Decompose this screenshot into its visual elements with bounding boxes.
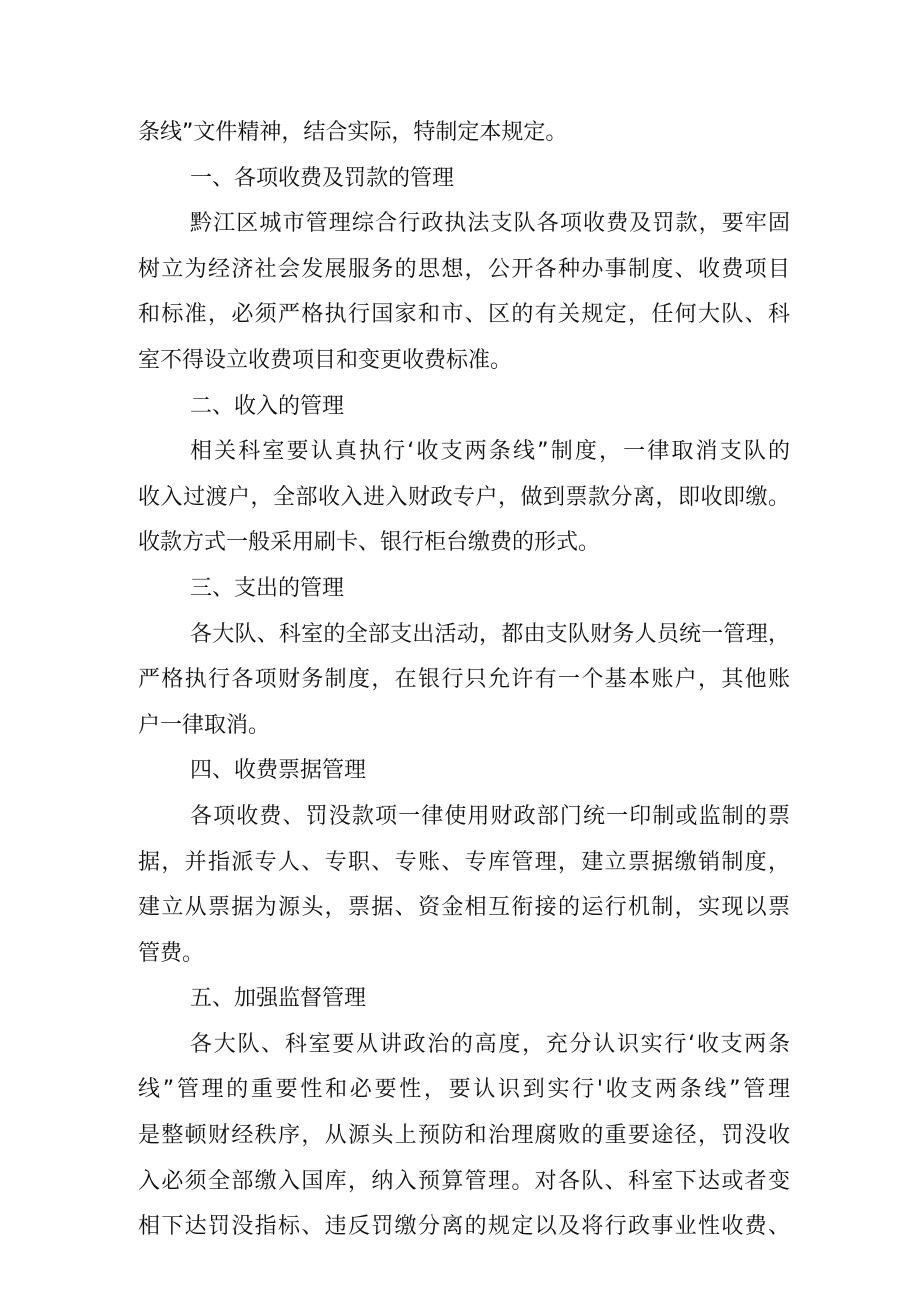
text-line: 建立从票据为源头，票据、资金相互衔接的运行机制，实现以票: [138, 895, 790, 921]
text-line: 入必须全部缴入国库，纳入预算管理。对各队、科室下达或者变: [138, 1168, 790, 1194]
text-line: 严格执行各项财务制度，在银行只允许有一个基本账户，其他账: [138, 667, 790, 693]
text-line: 和标准，必须严格执行国家和市、区的有关规定，任何大队、科: [138, 302, 790, 328]
text-line: 五、加强监督管理: [190, 986, 367, 1012]
text-line: 据，并指派专人、专职、专账、专库管理，建立票据缴销制度，: [138, 849, 790, 875]
text-line: 户一律取消。: [138, 712, 271, 738]
text-line: 条线”文件精神，结合实际，特制定本规定。: [138, 120, 568, 145]
text-line: 相下达罚没指标、违反罚缴分离的规定以及将行政事业性收费、: [138, 1214, 790, 1240]
text-line: 三、支出的管理: [190, 575, 345, 601]
text-line: 一、各项收费及罚款的管理: [190, 165, 455, 191]
text-line: 四、收费票据管理: [190, 758, 367, 784]
text-line: 线”管理的重要性和必要性，要认识到实行'收支两条线”管理: [138, 1077, 790, 1103]
text-line: 管费。: [138, 940, 205, 966]
text-line: 黔江区城市管理综合行政执法支队各项收费及罚款，要牢固: [190, 211, 790, 237]
document-body: [138, 110, 790, 1250]
text-line: 室不得设立收费项目和变更收费标准。: [138, 347, 513, 373]
text-line: 树立为经济社会发展服务的思想，公开各种办事制度、收费项目: [138, 256, 790, 282]
text-line: 二、收入的管理: [190, 393, 345, 419]
text-line: 各大队、科室的全部支出活动，都由支队财务人员统一管理，: [190, 621, 790, 647]
text-line: 收入过渡户，全部收入进入财政专户，做到票款分离，即收即缴。: [138, 484, 790, 510]
text-line: 是整顿财经秩序，从源头上预防和治理腐败的重要途径，罚没收: [138, 1123, 790, 1149]
text-line: 相关科室要认真执行‘收支两条线”制度，一律取消支队的: [190, 439, 790, 465]
text-line: 收款方式一般采用刷卡、银行柜台缴费的形式。: [138, 530, 601, 556]
text-line: 各项收费、罚没款项一律使用财政部门统一印制或监制的票: [190, 803, 790, 829]
text-line: 各大队、科室要从讲政治的高度，充分认识实行‘收支两条: [190, 1031, 790, 1057]
